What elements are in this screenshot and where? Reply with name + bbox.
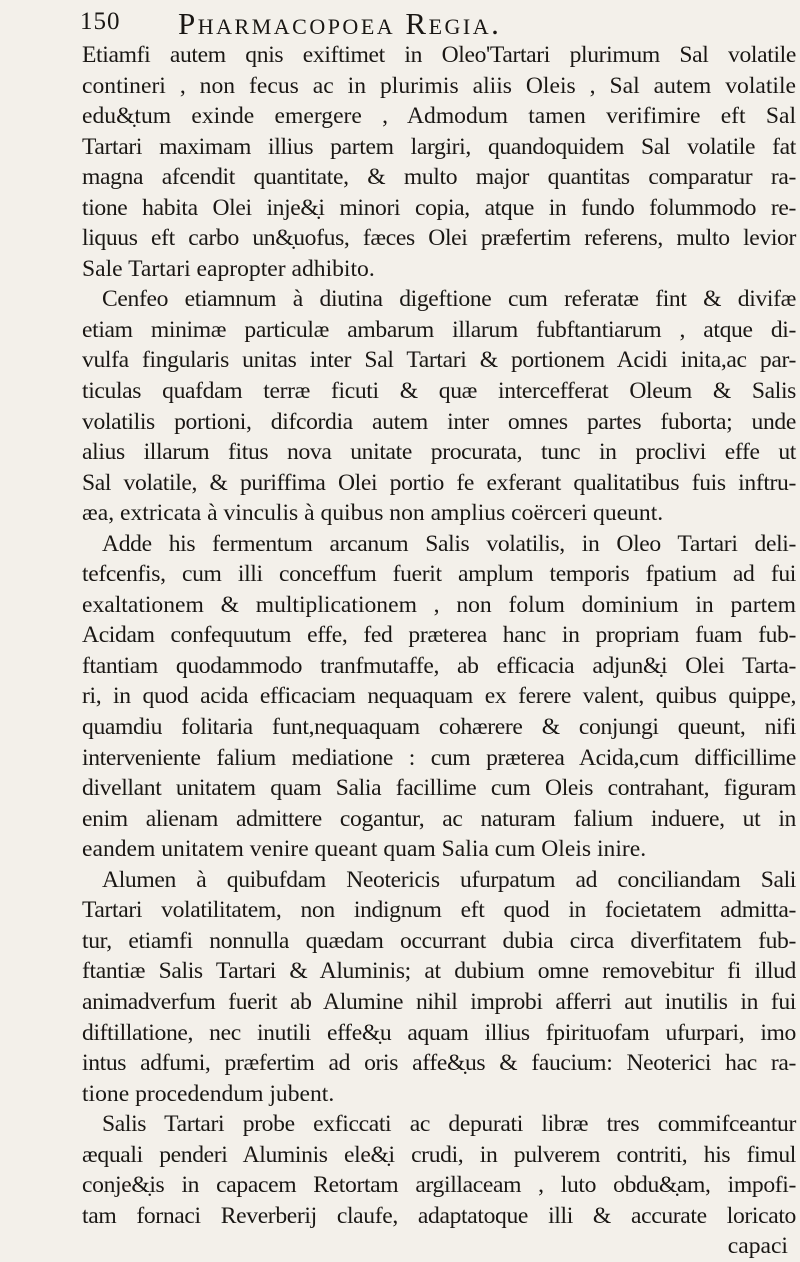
text-line: divellant unitatem quam Salia facillime cum Oleis contrahant, figuram [82,775,796,802]
text-line: exaltationem & multiplicationem , non folum dominium in partem [82,591,796,618]
text-line: Sal volatile, & puriffima Olei portio fe exferant qualitatibus fuis inftru- [82,469,796,496]
text-line: Alumen à quibufdam Neotericis ufurpatum ad conciliandam Sali [102,866,796,893]
text-line: ftantiam quodammodo tranfmutaffe, ab efficacia adjun&̣i Olei Tarta- [82,652,796,679]
text-line: Cenfeo etiamnum à diutina digeftione cum referatæ fint & divifæ [102,286,796,313]
text-line: liquus eft carbo un&̣uofus, fæces Olei præfertim referens, multo levior [82,225,796,252]
text-line: Sale Tartari eapropter adhibito. [82,255,375,282]
text-line: tefcenfis, cum illi conceffum fuerit amplum temporis fpatium ad fui [82,561,796,588]
text-line: tione habita Olei inje&̣i minori copia, atque in fundo folummodo re- [82,194,796,221]
text-line: intus adfumi, præfertim ad oris affe&̣us & faucium: Neoterici hac ra- [82,1050,796,1077]
body-text [82,40,796,1262]
text-line: Tartari maximam illius partem largiri, quandoquidem Sal volatile fat [82,133,796,160]
text-line: tur, etiamfi nonnulla quædam occurrant dubia circa diverfitatem fub- [82,927,796,954]
text-line: interveniente falium mediatione : cum præterea Acida,cum difficillime [82,744,796,771]
text-line: etiam minimæ particulæ ambarum illarum fubftantiarum , atque di- [82,316,796,343]
text-line: contineri , non fecus ac in plurimis aliis Oleis , Sal autem volatile [82,72,796,99]
text-line: diftillatione, nec inutili effe&̣u aquam illius fpirituofam ufurpari, imo [82,1019,796,1046]
page-number: 150 [80,8,121,35]
text-line: Salis Tartari probe exficcati ac depurati libræ tres commifceantur [102,1111,796,1138]
text-line: Etiamfi autem qnis exiftimet in Oleo'Tartari plurimum Sal volatile [82,42,796,68]
text-line: magna afcendit quantitate, & multo major quantitas comparatur ra- [82,164,796,191]
text-line: eandem unitatem venire queant quam Salia cum Oleis inire. [82,836,647,863]
text-line: animadverfum fuerit ab Alumine nihil improbi afferri aut inutilis in fui [82,988,796,1015]
running-title: Pharmacopoea Regia. [178,6,502,41]
text-line: vulfa fingularis unitas inter Sal Tartari & portionem Acidi inita,ac par- [82,347,796,374]
text-line: Tartari volatilitatem, non indignum eft quod in focietatem admitta- [82,897,796,924]
page-header [80,6,780,40]
catchword: capaci [727,1233,788,1260]
text-line: ftantiæ Salis Tartari & Aluminis; at dubium omne removebitur fi illud [82,958,796,985]
text-line: tam fornaci Reverberij claufe, adaptatoque illi & accurate loricato [82,1202,796,1229]
text-line: quamdiu folitaria funt,nequaquam cohærere & conjungi queunt, nifi [82,714,796,741]
text-line: volatilis portioni, difcordia autem inter omnes partes fuborta; unde [82,408,796,435]
text-line: Acidam confequutum effe, fed præterea hanc in propriam fuam fub- [82,622,796,649]
text-line: ri, in quod acida efficaciam nequaquam ex ferere valent, quibus quippe, [82,683,796,710]
text-line: conje&̣is in capacem Retortam argillaceam , luto obdu&̣am, impofi- [82,1172,796,1199]
text-line: edu&̣tum exinde emergere , Admodum tamen verifimire eft Sal [82,103,796,130]
text-line: æquali penderi Aluminis ele&̣i crudi, in pulverem contriti, his fimul [82,1141,796,1168]
text-line: enim alienam admittere cogantur, ac naturam falium induere, ut in [82,805,796,832]
text-line: Adde his fermentum arcanum Salis volatilis, in Oleo Tartari deli- [102,530,796,557]
text-line: æa, extricata à vinculis à quibus non amplius coërceri queunt. [82,500,664,527]
text-line: ticulas quafdam terræ ficuti & quæ intercefferat Oleum & Salis [82,378,796,405]
text-line: tione procedendum jubent. [82,1080,335,1107]
text-line: alius illarum fitus nova unitate procurata, tunc in proclivi effe ut [82,439,796,466]
